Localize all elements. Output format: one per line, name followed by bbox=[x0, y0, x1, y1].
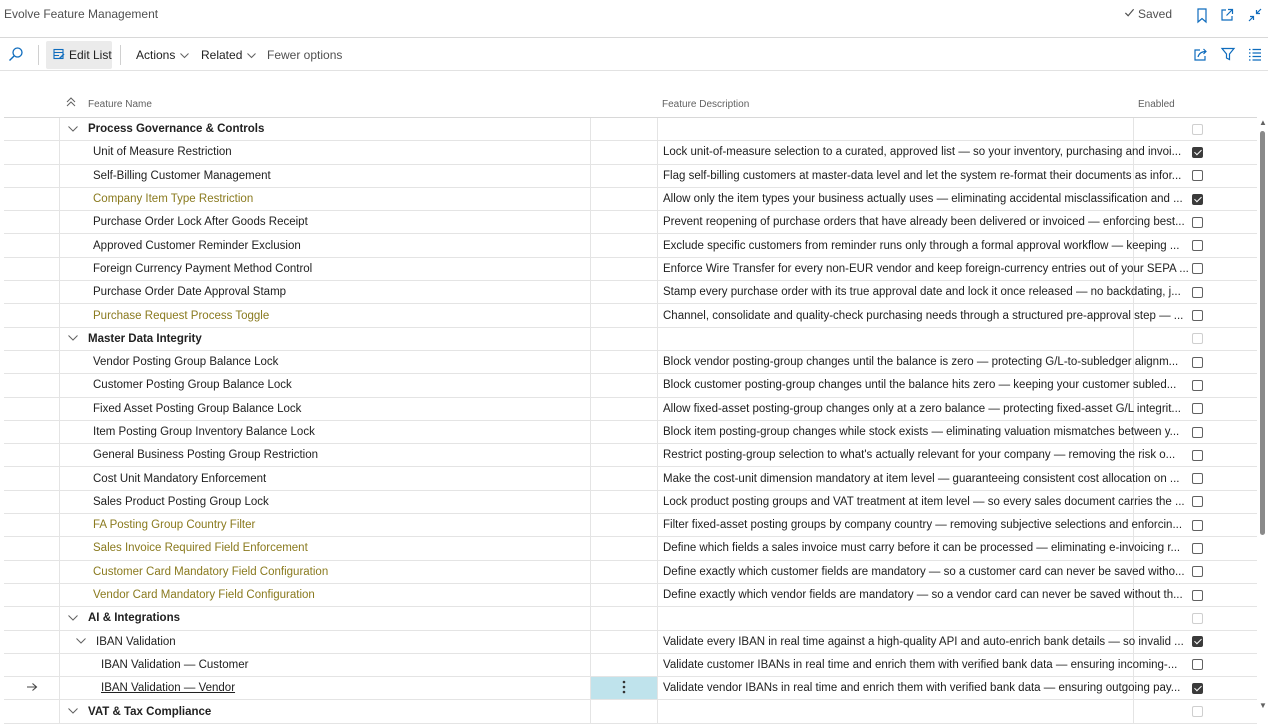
feature-name: Master Data Integrity bbox=[88, 332, 202, 345]
edit-list-label: Edit List bbox=[69, 48, 112, 62]
feature-name-cell[interactable] bbox=[60, 374, 591, 396]
table-row[interactable] bbox=[4, 491, 1257, 514]
row-indicator[interactable] bbox=[4, 491, 60, 513]
feature-name: FA Posting Group Country Filter bbox=[93, 519, 256, 532]
enabled-checkbox bbox=[1192, 124, 1203, 135]
row-indicator[interactable] bbox=[4, 141, 60, 163]
table-row[interactable] bbox=[4, 234, 1257, 257]
fewer-options-button[interactable]: Fewer options bbox=[267, 48, 343, 62]
feature-description-cell[interactable] bbox=[658, 631, 1184, 653]
row-actions-cell bbox=[591, 398, 658, 420]
row-indicator[interactable] bbox=[4, 281, 60, 303]
feature-description-cell[interactable] bbox=[658, 188, 1183, 210]
feature-description-cell[interactable] bbox=[658, 654, 1178, 676]
saved-status bbox=[1124, 7, 1172, 21]
row-indicator[interactable] bbox=[4, 561, 60, 583]
row-indicator[interactable] bbox=[4, 351, 60, 373]
group-row[interactable] bbox=[4, 607, 1257, 630]
chevron-down-icon[interactable] bbox=[66, 613, 80, 624]
row-actions-cell bbox=[591, 467, 658, 489]
table-row[interactable] bbox=[4, 211, 1257, 234]
chevron-down-icon[interactable] bbox=[66, 706, 80, 717]
chevron-down-icon[interactable] bbox=[66, 124, 80, 135]
enabled-cell bbox=[1134, 281, 1257, 303]
row-indicator[interactable] bbox=[4, 654, 60, 676]
enabled-cell bbox=[1134, 351, 1257, 373]
row-indicator[interactable] bbox=[4, 328, 60, 350]
column-header-enabled[interactable]: Enabled bbox=[1138, 99, 1175, 110]
enabled-cell bbox=[1134, 421, 1257, 443]
row-actions-cell bbox=[591, 281, 658, 303]
enabled-cell bbox=[1134, 631, 1257, 653]
feature-description-cell[interactable] bbox=[658, 584, 1183, 606]
row-actions-cell bbox=[591, 537, 658, 559]
feature-description-cell[interactable] bbox=[658, 211, 1185, 233]
enabled-cell bbox=[1134, 584, 1257, 606]
feature-description: Lock unit-of-measure selection to a curated, approved list — so your inventory, purchasing and invoi... bbox=[663, 146, 1182, 159]
row-indicator[interactable] bbox=[4, 677, 60, 699]
feature-name: Purchase Order Date Approval Stamp bbox=[93, 286, 287, 299]
feature-name: Company Item Type Restriction bbox=[93, 193, 254, 206]
row-actions-cell bbox=[591, 351, 658, 373]
table-row[interactable] bbox=[4, 141, 1257, 164]
column-header-feature-description[interactable]: Feature Description bbox=[662, 99, 750, 110]
enabled-checkbox[interactable] bbox=[1192, 543, 1203, 554]
divider bbox=[38, 45, 39, 65]
chevron-down-icon[interactable] bbox=[74, 636, 88, 647]
feature-name: Sales Invoice Required Field Enforcement bbox=[93, 542, 308, 555]
row-indicator[interactable] bbox=[4, 467, 60, 489]
row-actions-cell bbox=[591, 258, 658, 280]
enabled-checkbox bbox=[1192, 333, 1203, 344]
row-actions-cell bbox=[591, 328, 658, 350]
scroll-up-icon[interactable]: ▲ bbox=[1259, 118, 1267, 127]
enabled-cell bbox=[1134, 118, 1257, 140]
feature-name-cell[interactable] bbox=[60, 328, 591, 350]
row-indicator[interactable] bbox=[4, 584, 60, 606]
enabled-checkbox[interactable] bbox=[1192, 473, 1203, 484]
row-indicator[interactable] bbox=[4, 537, 60, 559]
feature-description-cell[interactable] bbox=[658, 328, 1134, 350]
enabled-cell bbox=[1134, 467, 1257, 489]
saved-label: Saved bbox=[1138, 7, 1173, 21]
feature-description-cell[interactable] bbox=[658, 304, 1184, 326]
feature-description-cell[interactable] bbox=[658, 491, 1185, 513]
divider bbox=[0, 70, 1268, 71]
feature-description: Exclude specific customers from reminder runs only through a formal approval workflow — keeping ... bbox=[663, 239, 1180, 252]
row-actions-cell bbox=[591, 561, 658, 583]
filter-icon[interactable] bbox=[1221, 47, 1237, 63]
feature-description: Block customer posting-group changes until the balance hits zero — keeping your customer subled... bbox=[663, 379, 1177, 392]
feature-name: Fixed Asset Posting Group Balance Lock bbox=[93, 402, 302, 415]
feature-description-cell[interactable] bbox=[658, 258, 1189, 280]
feature-name: Item Posting Group Inventory Balance Lock bbox=[93, 426, 315, 438]
row-indicator[interactable] bbox=[4, 234, 60, 256]
feature-name-cell[interactable] bbox=[60, 467, 591, 489]
feature-name: AI & Integrations bbox=[88, 612, 181, 625]
row-indicator[interactable] bbox=[4, 118, 60, 140]
enabled-cell bbox=[1134, 514, 1257, 536]
feature-name-cell[interactable] bbox=[60, 700, 591, 722]
enabled-checkbox[interactable] bbox=[1192, 427, 1203, 438]
enabled-checkbox[interactable] bbox=[1192, 380, 1203, 391]
feature-grid bbox=[4, 117, 1257, 718]
enabled-checkbox[interactable] bbox=[1192, 217, 1203, 228]
row-indicator[interactable] bbox=[4, 374, 60, 396]
enabled-checkbox[interactable] bbox=[1192, 566, 1203, 577]
enabled-checkbox[interactable] bbox=[1192, 450, 1203, 461]
table-row[interactable] bbox=[4, 537, 1257, 560]
feature-name: Purchase Request Process Toggle bbox=[93, 309, 270, 322]
feature-description: Allow only the item types your business actually uses — eliminating accidental misclassification and ... bbox=[663, 193, 1183, 206]
feature-name: Vendor Posting Group Balance Lock bbox=[93, 356, 279, 369]
table-row[interactable] bbox=[4, 514, 1257, 537]
scroll-down-icon[interactable]: ▼ bbox=[1259, 701, 1267, 710]
enabled-checkbox[interactable] bbox=[1192, 496, 1203, 507]
feature-name-cell[interactable] bbox=[60, 304, 591, 326]
divider bbox=[0, 37, 1268, 38]
feature-description-cell[interactable] bbox=[658, 398, 1181, 420]
enabled-cell bbox=[1134, 444, 1257, 466]
feature-name-cell[interactable] bbox=[60, 444, 591, 466]
feature-description-cell[interactable] bbox=[658, 374, 1177, 396]
enabled-checkbox[interactable] bbox=[1192, 357, 1203, 368]
bookmark-icon[interactable] bbox=[1193, 6, 1211, 24]
enabled-checkbox[interactable] bbox=[1192, 147, 1203, 158]
feature-name-cell[interactable] bbox=[60, 141, 591, 163]
title-bar bbox=[0, 0, 1280, 30]
enabled-cell bbox=[1134, 677, 1257, 699]
row-indicator[interactable] bbox=[4, 514, 60, 536]
table-row[interactable] bbox=[4, 421, 1257, 444]
enabled-checkbox[interactable] bbox=[1192, 403, 1203, 414]
table-row[interactable] bbox=[4, 165, 1257, 188]
open-new-window-icon[interactable] bbox=[1218, 6, 1236, 24]
row-actions-cell bbox=[591, 234, 658, 256]
table-row[interactable] bbox=[4, 281, 1257, 304]
enabled-checkbox[interactable] bbox=[1192, 520, 1203, 531]
enabled-checkbox[interactable] bbox=[1192, 683, 1203, 694]
enabled-cell bbox=[1134, 234, 1257, 256]
feature-name: IBAN Validation — Vendor bbox=[101, 682, 236, 695]
row-actions-cell bbox=[591, 374, 658, 396]
enabled-cell bbox=[1134, 700, 1257, 722]
feature-description: Allow fixed-asset posting-group changes only at a zero balance — protecting fixed-asset G/L integrit... bbox=[663, 402, 1181, 415]
feature-description-cell[interactable] bbox=[658, 118, 1134, 140]
column-header-feature-name[interactable]: Feature Name bbox=[88, 99, 152, 110]
feature-description-cell[interactable] bbox=[658, 141, 1182, 163]
row-indicator[interactable] bbox=[4, 700, 60, 722]
checkmark-icon bbox=[1124, 7, 1135, 21]
feature-name-cell[interactable] bbox=[60, 607, 591, 629]
enabled-checkbox bbox=[1192, 613, 1203, 624]
actions-menu[interactable] bbox=[136, 48, 189, 62]
current-row-arrow-icon bbox=[26, 682, 38, 695]
feature-description-cell[interactable] bbox=[658, 467, 1180, 489]
row-indicator[interactable] bbox=[4, 165, 60, 187]
feature-name-cell[interactable] bbox=[60, 211, 591, 233]
feature-name: General Business Posting Group Restriction bbox=[93, 449, 318, 462]
row-indicator[interactable] bbox=[4, 258, 60, 280]
related-menu[interactable] bbox=[201, 48, 256, 62]
feature-description: Lock product posting groups and VAT treatment at item level — so every sales document carries the ... bbox=[663, 495, 1185, 508]
feature-name: Unit of Measure Restriction bbox=[93, 146, 232, 159]
table-row[interactable] bbox=[4, 258, 1257, 281]
feature-description-cell[interactable] bbox=[658, 165, 1182, 187]
enabled-cell bbox=[1134, 607, 1257, 629]
enabled-checkbox[interactable] bbox=[1192, 194, 1203, 205]
feature-description-cell[interactable] bbox=[658, 234, 1180, 256]
enabled-cell bbox=[1134, 211, 1257, 233]
enabled-cell bbox=[1134, 188, 1257, 210]
feature-name-cell[interactable] bbox=[60, 631, 591, 653]
feature-name-cell[interactable] bbox=[60, 537, 591, 559]
chevron-down-icon bbox=[247, 48, 256, 62]
row-actions-cell bbox=[591, 211, 658, 233]
enabled-checkbox[interactable] bbox=[1192, 590, 1203, 601]
feature-description-cell[interactable] bbox=[658, 607, 1134, 629]
related-label: Related bbox=[201, 48, 243, 62]
feature-name-cell[interactable] bbox=[60, 421, 591, 443]
table-row[interactable] bbox=[4, 398, 1257, 421]
chevron-down-icon bbox=[180, 48, 189, 62]
search-icon[interactable] bbox=[8, 46, 26, 64]
enabled-cell bbox=[1134, 374, 1257, 396]
row-actions-cell bbox=[591, 584, 658, 606]
table-row[interactable] bbox=[4, 444, 1257, 467]
list-view-icon[interactable] bbox=[1248, 47, 1264, 63]
feature-description: Block vendor posting-group changes until the balance is zero — protecting G/L-to-subledger alignm... bbox=[663, 356, 1179, 369]
feature-name-cell[interactable] bbox=[60, 281, 591, 303]
divider bbox=[120, 45, 121, 65]
feature-description: Validate vendor IBANs in real time and enrich them with verified bank data — ensuring outgoing pay... bbox=[663, 682, 1181, 695]
table-row[interactable] bbox=[4, 374, 1257, 397]
feature-description: Restrict posting-group selection to what's actually relevant for your company — removing the risk o... bbox=[663, 449, 1176, 462]
scrollbar-thumb[interactable] bbox=[1260, 131, 1265, 535]
row-indicator[interactable] bbox=[4, 607, 60, 629]
enabled-cell bbox=[1134, 537, 1257, 559]
row-indicator[interactable] bbox=[4, 211, 60, 233]
row-actions-cell bbox=[591, 165, 658, 187]
feature-name-cell[interactable] bbox=[60, 491, 591, 513]
feature-name: Customer Card Mandatory Field Configuration bbox=[93, 565, 329, 578]
feature-description-cell[interactable] bbox=[658, 677, 1181, 699]
feature-name-cell[interactable] bbox=[60, 584, 591, 606]
feature-description-cell[interactable] bbox=[658, 444, 1176, 466]
collapse-all-icon[interactable] bbox=[66, 97, 76, 110]
feature-description: Validate customer IBANs in real time and enrich them with verified bank data — ensuring incoming-... bbox=[663, 658, 1178, 671]
enabled-checkbox[interactable] bbox=[1192, 310, 1203, 321]
row-indicator[interactable] bbox=[4, 421, 60, 443]
feature-name-cell[interactable] bbox=[60, 677, 591, 699]
row-indicator[interactable] bbox=[4, 304, 60, 326]
enabled-checkbox[interactable] bbox=[1192, 170, 1203, 181]
collapse-icon[interactable] bbox=[1246, 6, 1264, 24]
feature-description-cell[interactable] bbox=[658, 700, 1134, 722]
row-actions-cell bbox=[591, 421, 658, 443]
feature-name: Vendor Card Mandatory Field Configuration bbox=[93, 589, 315, 602]
feature-name-cell[interactable] bbox=[60, 514, 591, 536]
feature-name-cell[interactable] bbox=[60, 118, 591, 140]
edit-list-button[interactable] bbox=[46, 41, 112, 69]
feature-description: Validate every IBAN in real time against a high-quality API and auto-enrich bank details — so invalid ... bbox=[663, 635, 1184, 648]
enabled-checkbox[interactable] bbox=[1192, 636, 1203, 647]
enabled-cell bbox=[1134, 491, 1257, 513]
row-actions-cell bbox=[591, 444, 658, 466]
feature-name: Foreign Currency Payment Method Control bbox=[93, 262, 313, 275]
feature-description: Define exactly which vendor fields are mandatory — so a vendor card can never be saved without th... bbox=[663, 589, 1183, 602]
row-actions-cell bbox=[591, 700, 658, 722]
feature-description: Stamp every purchase order with its true approval date and lock it once released — no backdating, j... bbox=[663, 286, 1181, 299]
feature-name: Self-Billing Customer Management bbox=[93, 169, 271, 182]
enabled-cell bbox=[1134, 328, 1257, 350]
feature-name: VAT & Tax Compliance bbox=[88, 705, 212, 718]
feature-description: Prevent reopening of purchase orders that have already been delivered or invoiced — enforcing best... bbox=[663, 216, 1185, 229]
enabled-cell bbox=[1134, 141, 1257, 163]
feature-description-cell[interactable] bbox=[658, 281, 1181, 303]
feature-name-cell[interactable] bbox=[60, 234, 591, 256]
enabled-cell bbox=[1134, 258, 1257, 280]
feature-name-cell[interactable] bbox=[60, 165, 591, 187]
table-row[interactable] bbox=[4, 654, 1257, 677]
row-actions-cell bbox=[591, 514, 658, 536]
feature-name-cell[interactable] bbox=[60, 351, 591, 373]
feature-name: Process Governance & Controls bbox=[88, 123, 265, 136]
actions-label: Actions bbox=[136, 48, 176, 62]
feature-description-cell[interactable] bbox=[658, 514, 1183, 536]
row-indicator[interactable] bbox=[4, 188, 60, 210]
enabled-cell bbox=[1134, 654, 1257, 676]
table-row[interactable] bbox=[4, 304, 1257, 327]
group-row[interactable] bbox=[4, 328, 1257, 351]
feature-description: Define exactly which customer fields are mandatory — so a customer card can never be saved witho... bbox=[663, 565, 1185, 578]
enabled-checkbox[interactable] bbox=[1192, 263, 1203, 274]
feature-name: Sales Product Posting Group Lock bbox=[93, 495, 269, 508]
feature-description: Enforce Wire Transfer for every non-EUR vendor and keep foreign-currency entries out of your SEPA ... bbox=[663, 262, 1189, 275]
enabled-checkbox[interactable] bbox=[1192, 240, 1203, 251]
row-indicator[interactable] bbox=[4, 398, 60, 420]
enabled-checkbox[interactable] bbox=[1192, 659, 1203, 670]
feature-description: Flag self-billing customers at master-data level and let the system re-format their documents as infor... bbox=[663, 169, 1182, 182]
row-actions-cell bbox=[591, 141, 658, 163]
row-actions-cell bbox=[591, 654, 658, 676]
feature-description: Define which fields a sales invoice must carry before it can be processed — eliminating e-invoicing r... bbox=[663, 542, 1181, 555]
table-row[interactable] bbox=[4, 631, 1257, 654]
feature-name-cell[interactable] bbox=[60, 258, 591, 280]
enabled-cell bbox=[1134, 398, 1257, 420]
feature-name: IBAN Validation — Customer bbox=[101, 658, 249, 671]
feature-name: Purchase Order Lock After Goods Receipt bbox=[93, 216, 308, 229]
feature-name: Customer Posting Group Balance Lock bbox=[93, 379, 292, 392]
enabled-cell bbox=[1134, 304, 1257, 326]
table-row[interactable] bbox=[4, 561, 1257, 584]
action-bar bbox=[0, 39, 1280, 70]
feature-name-cell[interactable] bbox=[60, 398, 591, 420]
table-row[interactable] bbox=[4, 351, 1257, 374]
table-row[interactable] bbox=[4, 677, 1257, 700]
group-row[interactable] bbox=[4, 118, 1257, 141]
row-actions-cell bbox=[591, 491, 658, 513]
page-title: Evolve Feature Management bbox=[4, 7, 159, 21]
row-actions-cell bbox=[591, 607, 658, 629]
feature-name: IBAN Validation bbox=[96, 635, 176, 648]
table-row[interactable] bbox=[4, 188, 1257, 211]
more-options-icon[interactable] bbox=[622, 680, 626, 697]
row-actions-cell bbox=[591, 631, 658, 653]
feature-name-cell[interactable] bbox=[60, 654, 591, 676]
enabled-cell bbox=[1134, 561, 1257, 583]
table-row[interactable] bbox=[4, 584, 1257, 607]
row-actions-cell bbox=[591, 188, 658, 210]
chevron-down-icon[interactable] bbox=[66, 333, 80, 344]
feature-description-cell[interactable] bbox=[658, 537, 1181, 559]
edit-list-icon bbox=[53, 48, 65, 63]
share-icon[interactable] bbox=[1193, 47, 1209, 63]
enabled-checkbox bbox=[1192, 706, 1203, 717]
feature-description: Make the cost-unit dimension mandatory at item level — guaranteeing consistent cost allocation on ... bbox=[663, 472, 1180, 485]
row-actions-cell bbox=[591, 304, 658, 326]
feature-name: Cost Unit Mandatory Enforcement bbox=[93, 472, 267, 485]
vertical-scrollbar[interactable] bbox=[1258, 118, 1267, 710]
table-row[interactable] bbox=[4, 467, 1257, 490]
enabled-checkbox[interactable] bbox=[1192, 287, 1203, 298]
feature-name-cell[interactable] bbox=[60, 188, 591, 210]
row-indicator[interactable] bbox=[4, 631, 60, 653]
row-indicator[interactable] bbox=[4, 444, 60, 466]
group-row[interactable] bbox=[4, 700, 1257, 723]
feature-name: Approved Customer Reminder Exclusion bbox=[93, 239, 301, 252]
feature-description: Channel, consolidate and quality-check purchasing needs through a structured pre-approval step — ... bbox=[663, 309, 1184, 322]
row-actions-cell bbox=[591, 118, 658, 140]
feature-description-cell[interactable] bbox=[658, 561, 1185, 583]
row-actions-cell[interactable] bbox=[591, 677, 658, 699]
feature-description: Filter fixed-asset posting groups by company country — removing subjective selections and enforcin... bbox=[663, 519, 1183, 532]
enabled-cell bbox=[1134, 165, 1257, 187]
feature-name-cell[interactable] bbox=[60, 561, 591, 583]
feature-description-cell[interactable] bbox=[658, 421, 1180, 443]
feature-description-cell[interactable] bbox=[658, 351, 1179, 373]
feature-description: Block item posting-group changes while stock exists — eliminating valuation mismatches between y... bbox=[663, 426, 1180, 438]
